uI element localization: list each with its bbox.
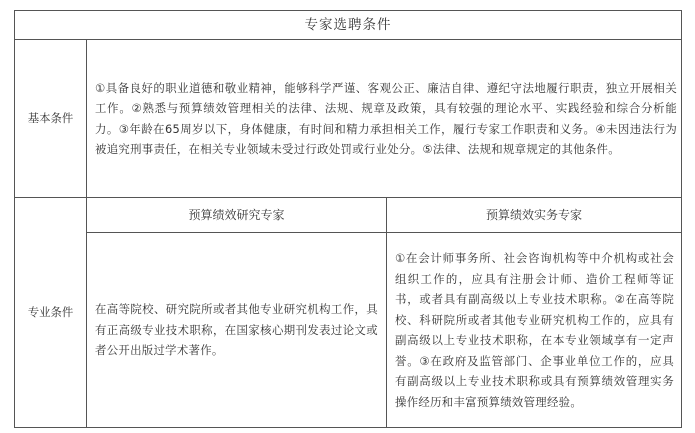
research-expert-cell bbox=[87, 233, 387, 428]
title-row bbox=[15, 11, 682, 40]
table-title: 专家选聘条件 bbox=[15, 11, 682, 40]
research-expert-text: 在高等院校、研究院所或者其他专业研究机构工作，具有正高级专业技术职称，在国家核心期刊发表过论文或者公开出版过学术著作。 bbox=[95, 302, 378, 358]
practice-expert-text: ①在会计师事务所、社会咨询机构等中介机构或社会组织工作的，应具有注册会计师、造价工程师等证书，或者具有副高级以上专业技术职称。②在高等院校、科研院所或者其他专业研究机构工作的，应具有副高级以上专业技术职称，在本专业领域享有一定声誉。③在政府及监管部门、企事业单位工作的，应具有副高级以上专业技术职称或具有预算绩效管理实务操作经历和丰富预算绩效管理经验。 bbox=[395, 251, 675, 409]
practice-expert-header: 预算绩效实务专家 bbox=[387, 198, 682, 233]
basic-label: 基本条件 bbox=[15, 40, 87, 198]
basic-row bbox=[15, 40, 682, 198]
basic-cell bbox=[87, 40, 682, 198]
professional-header-row bbox=[15, 198, 682, 233]
research-expert-header: 预算绩效研究专家 bbox=[87, 198, 387, 233]
expert-criteria-table bbox=[14, 10, 682, 428]
professional-label: 专业条件 bbox=[15, 198, 87, 428]
practice-expert-cell bbox=[387, 233, 682, 428]
basic-text: ①具备良好的职业道德和敬业精神，能够科学严谨、客观公正、廉洁自律、遵纪守法地履行职责，独立开展相关工作。②熟悉与预算绩效管理相关的法律、法规、规章及政策，具有较强的理论水平、实践经验和综合分析能力。③年龄在65周岁以下，身体健康，有时间和精力承担相关工作，履行专家工作职责和义务。④未因违法行为被追究刑事责任，在相关专业领域未受过行政处罚或行业处分。⑤法律、法规和规章规定的其他条件。 bbox=[95, 80, 678, 156]
professional-content-row bbox=[15, 233, 682, 428]
